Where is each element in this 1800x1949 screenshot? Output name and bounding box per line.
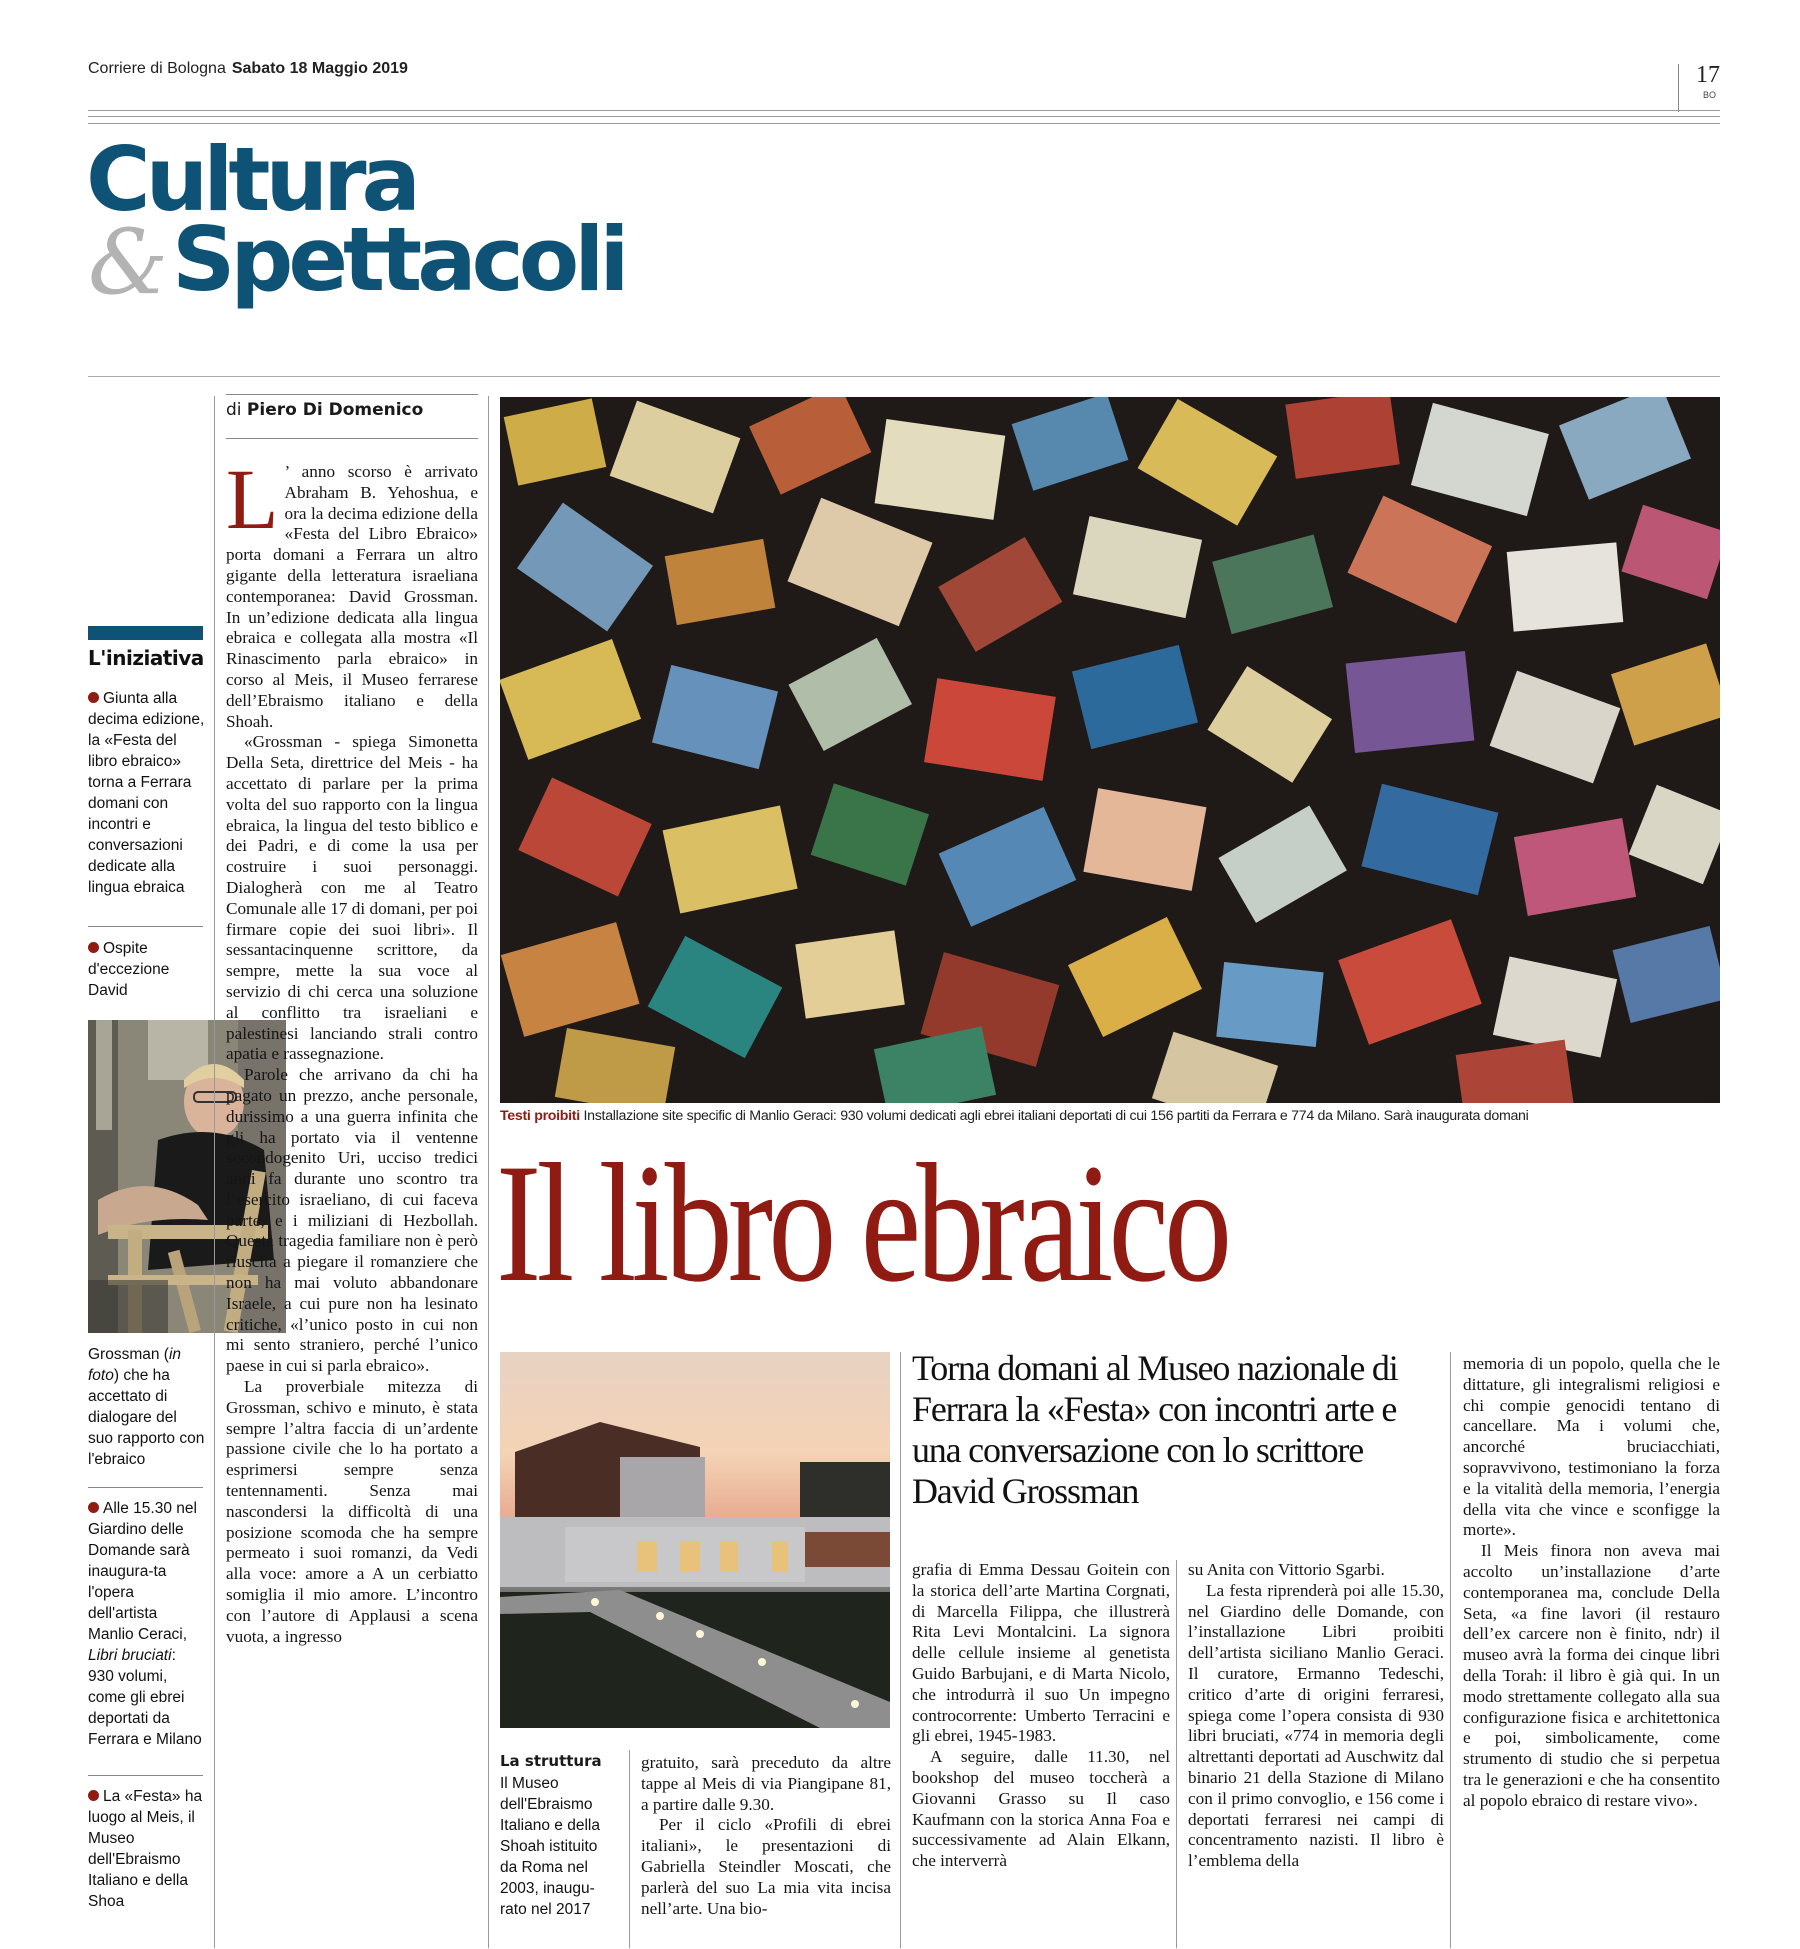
sidebar-divider xyxy=(88,1775,203,1776)
newspaper-name: Corriere di Bologna xyxy=(88,60,226,77)
sidebar-divider xyxy=(88,926,203,927)
column-divider xyxy=(900,1352,901,1948)
author-name: Piero Di Domenico xyxy=(246,400,424,420)
column-divider xyxy=(1176,1560,1177,1948)
headline: Il libro ebraico xyxy=(496,1129,1228,1317)
article-column-5: memoria di un popolo, quella che le dittature, gli integralismi religiosi e chi compie genocidi tentano di cancellare. Ma i volumi che, ancorché bruciacchiati, sopravvivono, testimoniano la forza e la vitalità della memoria, l’energia della vita che vince e sconfigge la morte». Il Meis finora non aveva mai accolto un’installazione d’arte contemporanea ma, conclude Della Seta, «a fine lavori (il restauro dell’ex carcere non è finito, ndr) il museo avrà la forma dei cinque libri della Torah: il libro è già qui. In un modo strettamente collegato alla sua configurazione fisica e architettonica e poi, simbolicamente, come strumento di studio che si perpetua tra le generazioni e che ha consentito al popolo ebraico di restare vivo». xyxy=(1463,1354,1720,1810)
column-divider xyxy=(629,1750,630,1948)
sidebar-photo-caption: Grossman (in foto) che ha accettato di dialogare del suo rapporto con l'ebraico xyxy=(88,1346,205,1468)
museum-illustration xyxy=(500,1352,890,1728)
bullet-icon xyxy=(88,942,99,953)
photo-burned-books-installation xyxy=(500,397,1720,1103)
sidebar-divider xyxy=(88,1487,203,1488)
photo-caption: Testi proibiti Installazione site specific di Manlio Geraci: 930 volumi dedicati agli ebrei italiani deportati di cui 156 partiti da Ferrara e 774 da Milano. Sarà inaugurata domani xyxy=(500,1108,1529,1124)
byline: di Piero Di Domenico xyxy=(226,400,424,420)
article-column-1: L ’ anno scorso è arrivato Abraham B. Yehoshua, e ora la decima edizione della «Festa del Libro Ebraico» porta domani a Ferrara un altro gigante della letteratura israeliana contemporanea: David Grossman. In un’edizione dedicata alla lingua ebraica e collegata alla mostra «Il Rinascimento parla ebraico» in corso al Meis, il Museo ferrarese dell’Ebraismo italiano e della Shoah. «Grossman - spiega Simonetta Della Seta, direttrice del Meis - ha accettato di parlare per la prima volta del suo rapporto con la lingua ebraica, la lingua del testo biblico e dei Padri, e di come la usa per costruire i suoi personaggi. Dialogherà con me al Teatro Comunale alle 17 di domani, per poi firmare copie dei suoi libri». Il sessantacinquenne scrittore, da sempre, mette la sua voce al servizio di chi cerca una soluzione al conflitto tra israeliani e palestinesi lanciando strali contro apatia e rassegnazione. Parole che arrivano da chi ha pagato un prezzo, anche personale, durissimo a una guerra infinita che gli ha portato via il ventenne secondogenito Uri, ucciso tredici anni fa durante uno scontro tra l’esercito israeliano, di cui faceva parte, e i miliziani di Hezbollah. Questa tragedia familiare non è però riuscita a piegare il romanziere che non ha mai voluto abbandonare Israele, a cui pure non ha lesinato critiche, «l’unico posto in cui non mi sento straniero, perché l’unico paese in cui si parla ebraico». La proverbiale mitezza di Grossman, schivo e minuto, è stata sempre l’altra faccia di un’ardente passione civile che lo ha portato a esprimersi sempre senza tentennamenti. Senza mai nascondersi la difficoltà di una posizione scomoda che ha sempre permeato i suoi romanzi, da Vedi alla voce: amore a A un cerbiatto somiglia il mio amore. L’incontro con l’autore di Applausi a scena vuota, a ingresso xyxy=(226,462,478,1646)
issue-date: Sabato 18 Maggio 2019 xyxy=(231,60,408,77)
edition-code: BO xyxy=(1703,90,1717,100)
subheadline: Torna domani al Museo nazionale di Ferrara la «Festa» con incontri arte e una conversazione con lo scrittore David Grossman xyxy=(912,1348,1398,1511)
drop-cap: L xyxy=(226,462,279,547)
sidebar-item: Giunta alla decima edizione, la «Festa del libro ebraico» torna a Ferrara domani con incontri e conversazioni dedicate alla lingua ebraica xyxy=(88,690,205,896)
sidebar-accent-bar xyxy=(88,626,203,640)
photo-meis-museum xyxy=(500,1352,890,1728)
section-rule xyxy=(88,376,1720,377)
museum-caption-label: La struttura xyxy=(500,1752,602,1770)
section-title-spettacoli: Spettacoli xyxy=(172,208,625,311)
article-column-4: su Anita con Vittorio Sgarbi. La festa riprenderà poi alle 15.30, nel Giardino delle Domande, con l’installazione Libri proibiti dell’artista siciliano Manlio Geraci. Il curatore, Ermanno Tedeschi, critico d’arte di origini ferraresi, spiega come l’opera consista di 930 libri bruciati, «774 in memoria degli altrettanti deportati ad Auschwitz dal binario 21 della Stazione di Milano con il primo convoglio, e 156 come i deportati ferraresi nei campi di concentramento nazisti. Il libro è l’emblema della xyxy=(1188,1560,1444,1871)
masthead xyxy=(88,60,408,78)
bullet-icon xyxy=(88,1790,99,1801)
bullet-icon xyxy=(88,692,99,703)
article-column-2: gratuito, sarà preceduto da altre tappe al Meis di via Piangipane 81, a partire dalle 9.30. Per il ciclo «Profili di ebrei italiani», le presentazioni di Gabriella Steindler Moscati, che parlerà del suo La mia vita incisa nell’arte. Una bio- xyxy=(641,1753,891,1918)
page-number: 17 xyxy=(1696,62,1720,88)
sidebar-item: Ospite d'eccezione David xyxy=(88,940,170,999)
bullet-icon xyxy=(88,1502,99,1513)
books-installation-illustration xyxy=(500,397,1720,1103)
header-divider xyxy=(1678,64,1679,112)
caption-label: Testi proibiti xyxy=(500,1108,580,1124)
sidebar-item: La «Festa» ha luogo al Meis, il Museo dell'Ebraismo Italiano e della Shoa xyxy=(88,1788,203,1910)
sidebar-item: Alle 15.30 nel Giardino delle Domande sarà inaugura-ta l'opera dell'artista Manlio Ceraci, Libri bruciati: 930 volumi, come gli ebrei deportati da Ferrara e Milano xyxy=(88,1500,202,1748)
article-column-3: grafia di Emma Dessau Goitein con la storica dell’arte Martina Corgnati, di Marcella Filippa, che illustrerà Rita Levi Montalcini. La signora delle cellule insieme al genetista Guido Barbujani, e di Marta Nicolo, che introdurrà il suo Un impegno controcorrente: Umberto Terracini e gli ebrei, 1945-1983. A seguire, dalle 11.30, nel bookshop del museo toccherà a Giovanni Grasso su Il caso Kaufmann con la storica Anna Foa e successivamente ad Alain Elkann, che interverrà xyxy=(912,1560,1170,1871)
byline-rule xyxy=(226,394,478,395)
column-divider xyxy=(488,396,489,1948)
sidebar-title: L'iniziativa xyxy=(88,646,204,670)
byline-rule xyxy=(226,438,478,439)
header-rule xyxy=(88,110,1720,124)
section-title-cultura: Cultura xyxy=(86,128,416,231)
section-ampersand: & xyxy=(88,210,169,315)
column-divider xyxy=(214,396,215,1948)
column-divider xyxy=(1450,1352,1451,1948)
museum-caption: Il Museo dell'Ebraismo Italiano e della Shoah istituito da Roma nel 2003, inaugu-rato nel 2017 xyxy=(500,1775,600,1918)
